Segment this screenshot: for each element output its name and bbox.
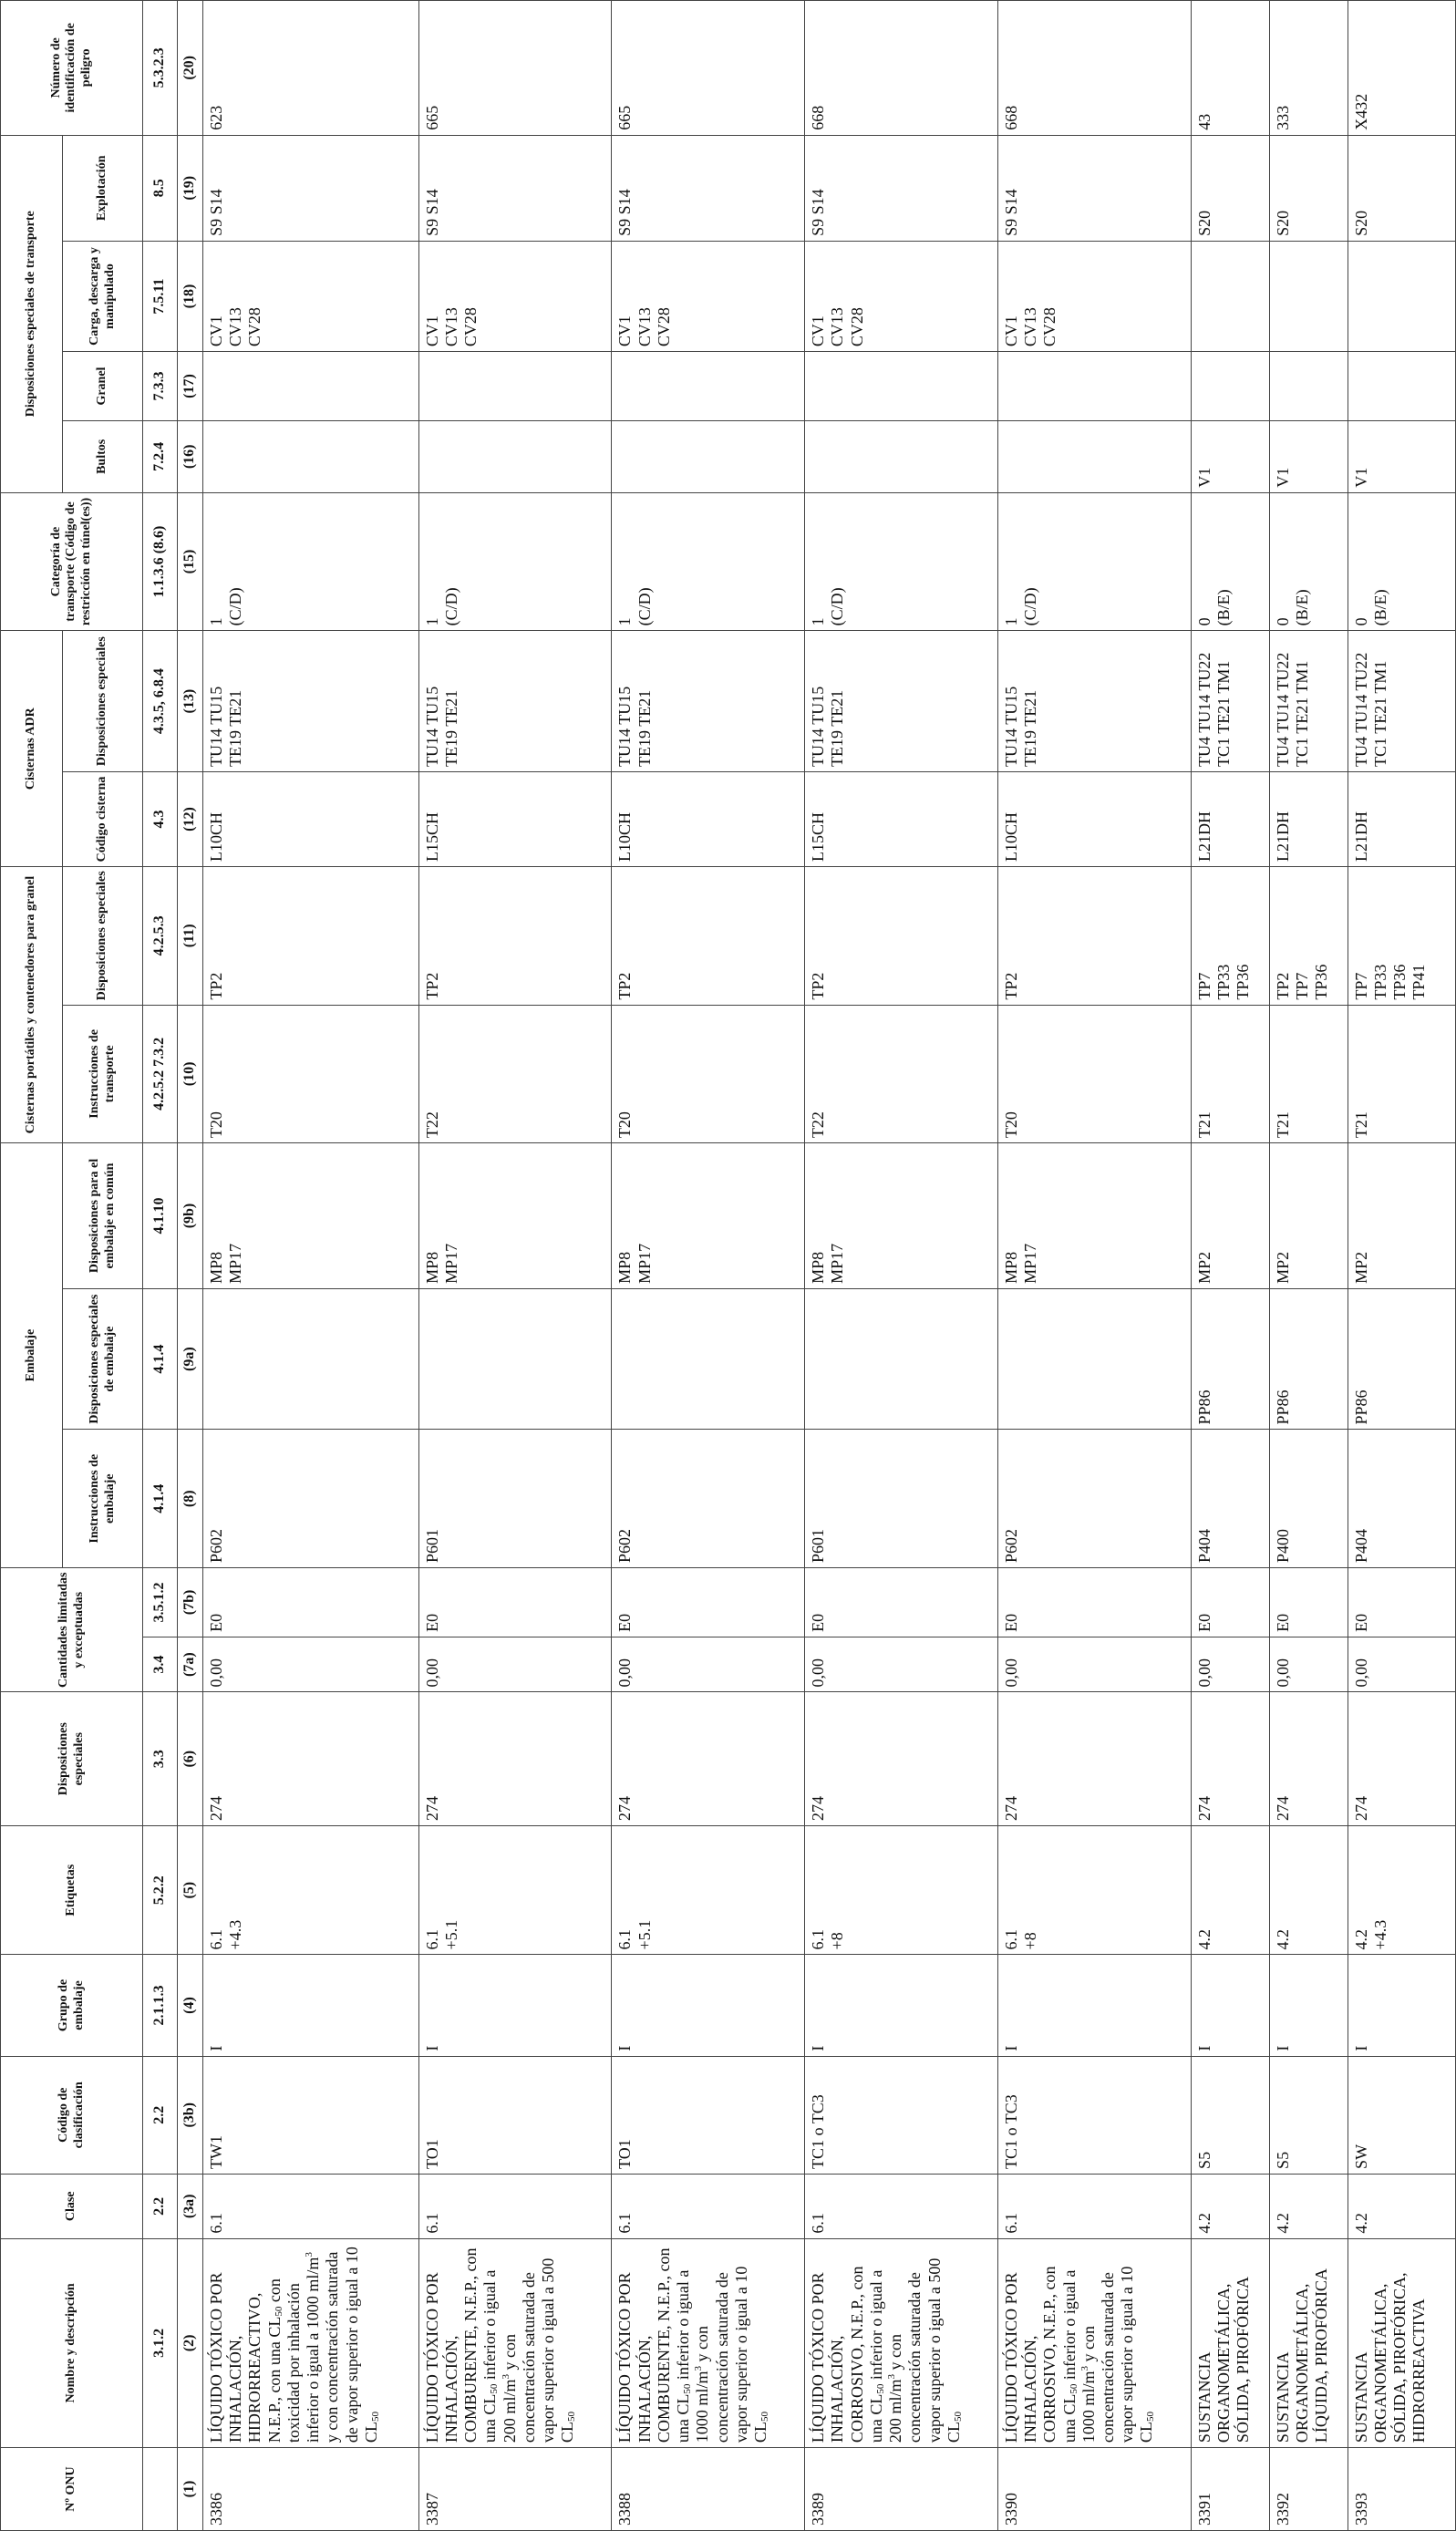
table-row: [418, 1, 612, 2531]
column-number-cell: (6): [178, 1692, 203, 1826]
cell-adrsp: TU14 TU15 TE19 TE21: [418, 631, 612, 772]
cell-pg: I: [418, 1955, 612, 2056]
cell-lq: 0,00: [1269, 1637, 1348, 1692]
cell-hin: 665: [612, 1, 805, 136]
header-mixed-packing: Disposiciones para el embalaje en común: [63, 1143, 143, 1289]
name-fragment: LÍQUIDO TÓXICO POR INHALACIÓN, COMBURENTE, N.E.P., con una CL: [422, 2247, 500, 2443]
cell-tc: L10CH: [997, 771, 1191, 866]
column-number-cell: (8): [178, 1430, 203, 1568]
cell-un: 3386: [202, 2448, 418, 2531]
cell-pkg: [418, 420, 612, 492]
cell-adrsp: TU14 TU15 TE19 TE21: [997, 631, 1191, 772]
table-row: [997, 1, 1191, 2531]
cell-cat: 0 (B/E): [1269, 492, 1348, 631]
cell-op: S20: [1348, 135, 1455, 241]
cell-sp: 274: [202, 1692, 418, 1826]
substance-name-cell: [997, 2238, 1191, 2447]
reference-cell: 4.3: [143, 771, 178, 866]
reference-cell: 3.4: [143, 1637, 178, 1692]
reference-cell: [143, 2448, 178, 2531]
cell-ti: T21: [1348, 1005, 1455, 1143]
cell-hin: X432: [1348, 1, 1455, 136]
cell-hin: 665: [418, 1, 612, 136]
cell-pkg: [997, 420, 1191, 492]
name-fragment: 50: [874, 2383, 886, 2394]
cell-load: CV1 CV13 CV28: [805, 241, 998, 351]
cell-tsp: TP2 TP7 TP36: [1269, 867, 1348, 1006]
cell-lq: 0,00: [805, 1637, 998, 1692]
column-number-cell: (9a): [178, 1288, 203, 1430]
header-loading: Carga, descarga y manipulado: [63, 241, 143, 351]
cell-bulk: [805, 352, 998, 421]
name-fragment: SUSTANCIA ORGANOMETÁLICA, SÓLIDA, PIROFÓRICA, HIDRORREACTIVA: [1351, 2272, 1429, 2443]
substance-name-cell: [1191, 2238, 1269, 2447]
name-fragment: LÍQUIDO TÓXICO POR INHALACIÓN, COMBURENTE, N.E.P., con una CL: [615, 2247, 693, 2443]
cell-spp: [997, 1288, 1191, 1430]
header-packing-group: Grupo de embalaje: [1, 1955, 143, 2056]
cell-pi: P602: [202, 1430, 418, 1568]
name-fragment: 50: [682, 2383, 694, 2394]
column-number-cell: (11): [178, 867, 203, 1006]
cell-pi: P404: [1348, 1430, 1455, 1568]
column-number-cell: (16): [178, 420, 203, 492]
cell-un: 3388: [612, 2448, 805, 2531]
substance-name-cell: [1269, 2238, 1348, 2447]
cell-spp: PP86: [1348, 1288, 1455, 1430]
cell-adrsp: TU4 TU14 TU22 TC1 TE21 TM1: [1348, 631, 1455, 772]
cell-code: TO1: [612, 2056, 805, 2174]
cell-ti: T21: [1269, 1005, 1348, 1143]
header-special-provisions: Disposiciones especiales: [1, 1692, 143, 1826]
table-body: [202, 1, 1455, 2531]
cell-tsp: TP7 TP33 TP36 TP41: [1348, 867, 1455, 1006]
cell-tc: L15CH: [418, 771, 612, 866]
cell-class: 6.1: [997, 2174, 1191, 2238]
cell-un: 3387: [418, 2448, 612, 2531]
reference-cell: 4.1.4: [143, 1288, 178, 1430]
cell-adrsp: TU14 TU15 TE19 TE21: [202, 631, 418, 772]
cell-op: S9 S14: [418, 135, 612, 241]
cell-class: 6.1: [418, 2174, 612, 2238]
cell-tc: L10CH: [202, 771, 418, 866]
name-fragment: 50: [1068, 2383, 1079, 2394]
cell-ti: T20: [997, 1005, 1191, 1143]
cell-pi: P602: [612, 1430, 805, 1568]
column-number-cell: (17): [178, 352, 203, 421]
cell-lq: 0,00: [1191, 1637, 1269, 1692]
cell-bulk: [997, 352, 1191, 421]
name-fragment: y con concentración saturada de vapor superior o igual a 10 CL: [693, 2266, 770, 2443]
reference-cell: 7.5.11: [143, 241, 178, 351]
name-fragment: 50: [273, 2306, 284, 2317]
column-number-cell: (3b): [178, 2056, 203, 2174]
cell-op: S20: [1191, 135, 1269, 241]
name-fragment: 3: [500, 2374, 511, 2380]
name-fragment: 50: [1145, 2412, 1157, 2423]
cell-ti: T20: [612, 1005, 805, 1143]
name-fragment: y con concentración saturada de vapor superior o igual a 10 CL: [323, 2247, 380, 2443]
cell-labels: 6.1 +4.3: [202, 1825, 418, 1954]
cell-cat: 1 (C/D): [418, 492, 612, 631]
cell-op: S9 S14: [612, 135, 805, 241]
cell-tsp: TP2: [202, 867, 418, 1006]
header-adr-tanks: Cisternas ADR: [1, 631, 63, 867]
name-fragment: LÍQUIDO TÓXICO POR INHALACIÓN, CORROSIVO, N.E.P., con una CL: [1001, 2266, 1079, 2443]
cell-code: SW: [1348, 2056, 1455, 2174]
cell-pi: P601: [418, 1430, 612, 1568]
cell-ti: T21: [1191, 1005, 1269, 1143]
name-fragment: 50: [759, 2412, 771, 2423]
column-number-cell: (12): [178, 771, 203, 866]
cell-spp: [418, 1288, 612, 1430]
column-number-cell: (20): [178, 1, 203, 136]
cell-ti: T22: [805, 1005, 998, 1143]
cell-spp: [805, 1288, 998, 1430]
reference-cell: 3.1.2: [143, 2238, 178, 2447]
column-number-cell: (19): [178, 135, 203, 241]
cell-spp: [612, 1288, 805, 1430]
cell-class: 4.2: [1269, 2174, 1348, 2238]
header-operation: Explotación: [63, 135, 143, 241]
header-transport-category: Categoría de transporte (Código de restricción en túnel(es)): [1, 492, 143, 631]
cell-lq: 0,00: [1348, 1637, 1455, 1692]
header-labels: Etiquetas: [1, 1825, 143, 1954]
reference-cell: 2.1.1.3: [143, 1955, 178, 2056]
cell-eq: E0: [805, 1568, 998, 1637]
cell-spp: PP86: [1269, 1288, 1348, 1430]
cell-mp: MP2: [1191, 1143, 1269, 1289]
reference-cell: 3.3: [143, 1692, 178, 1826]
column-number-row: [178, 1, 203, 2531]
cell-load: [1191, 241, 1269, 351]
cell-spp: PP86: [1191, 1288, 1269, 1430]
header-bulk: Granel: [63, 352, 143, 421]
cell-tc: L21DH: [1191, 771, 1269, 866]
name-fragment: inferior o igual a 200 ml/m: [480, 2269, 519, 2443]
header-packing-instructions: Instrucciones de embalaje: [63, 1430, 143, 1568]
cell-labels: 4.2: [1191, 1825, 1269, 1954]
header-hazard-id: Número de identificación de peligro: [1, 1, 143, 136]
name-fragment: 50: [952, 2412, 964, 2423]
header-class: Clase: [1, 2174, 143, 2238]
cell-eq: E0: [997, 1568, 1191, 1637]
cell-adrsp: TU4 TU14 TU22 TC1 TE21 TM1: [1191, 631, 1269, 772]
reference-cell: 5.2.2: [143, 1825, 178, 1954]
reference-cell: 4.2.5.3: [143, 867, 178, 1006]
header-portable-tanks: Cisternas portátiles y contenedores para granel: [1, 867, 63, 1143]
cell-code: TO1: [418, 2056, 612, 2174]
column-number-cell: (2): [178, 2238, 203, 2447]
cell-un: 3389: [805, 2448, 998, 2531]
cell-adrsp: TU4 TU14 TU22 TC1 TE21 TM1: [1269, 631, 1348, 772]
cell-hin: 623: [202, 1, 418, 136]
cell-pi: P602: [997, 1430, 1191, 1568]
name-fragment: 3: [1079, 2366, 1090, 2371]
cell-tc: L10CH: [612, 771, 805, 866]
column-number-cell: (18): [178, 241, 203, 351]
cell-pi: P404: [1191, 1430, 1269, 1568]
header-tank-instructions: Instrucciones de transporte: [63, 1005, 143, 1143]
cell-hin: 668: [997, 1, 1191, 136]
cell-op: S9 S14: [805, 135, 998, 241]
cell-sp: 274: [418, 1692, 612, 1826]
cell-un: 3390: [997, 2448, 1191, 2531]
name-fragment: 3: [304, 2252, 315, 2257]
cell-adrsp: TU14 TU15 TE19 TE21: [805, 631, 998, 772]
substance-name-cell: [202, 2238, 418, 2447]
cell-pg: I: [202, 1955, 418, 2056]
cell-pi: P601: [805, 1430, 998, 1568]
substance-name-cell: [1348, 2238, 1455, 2447]
cell-eq: E0: [1191, 1568, 1269, 1637]
cell-lq: 0,00: [418, 1637, 612, 1692]
cell-load: CV1 CV13 CV28: [202, 241, 418, 351]
cell-hin: 43: [1191, 1, 1269, 136]
cell-labels: 6.1 +5.1: [612, 1825, 805, 1954]
cell-mp: MP2: [1269, 1143, 1348, 1289]
name-fragment: inferior o igual a 1000 ml/m: [1059, 2269, 1098, 2443]
reference-cell: 2.2: [143, 2056, 178, 2174]
header-packages: Bultos: [63, 420, 143, 492]
cell-mp: MP8 MP17: [418, 1143, 612, 1289]
cell-mp: MP8 MP17: [997, 1143, 1191, 1289]
cell-class: 6.1: [612, 2174, 805, 2238]
name-fragment: LÍQUIDO TÓXICO POR INHALACIÓN, HIDRORREACTIVO, N.E.P., con una CL: [206, 2272, 284, 2443]
cell-pkg: V1: [1191, 420, 1269, 492]
cell-cat: 1 (C/D): [202, 492, 418, 631]
cell-tsp: TP2: [805, 867, 998, 1006]
cell-cat: 1 (C/D): [997, 492, 1191, 631]
cell-op: S9 S14: [997, 135, 1191, 241]
cell-op: S9 S14: [202, 135, 418, 241]
header-special-transport: Disposiciones especiales de transporte: [1, 135, 63, 492]
reference-cell: 3.5.1.2: [143, 1568, 178, 1637]
cell-op: S20: [1269, 135, 1348, 241]
cell-sp: 274: [805, 1692, 998, 1826]
cell-eq: E0: [612, 1568, 805, 1637]
substance-name-cell: [418, 2238, 612, 2447]
substance-name-cell: [612, 2238, 805, 2447]
cell-class: 6.1: [202, 2174, 418, 2238]
cell-adrsp: TU14 TU15 TE19 TE21: [612, 631, 805, 772]
cell-spp: [202, 1288, 418, 1430]
cell-labels: 6.1 +8: [997, 1825, 1191, 1954]
cell-sp: 274: [1348, 1692, 1455, 1826]
name-fragment: 3: [886, 2374, 898, 2380]
name-fragment: inferior o igual a 200 ml/m: [866, 2269, 905, 2443]
cell-pkg: [805, 420, 998, 492]
cell-load: CV1 CV13 CV28: [418, 241, 612, 351]
cell-tsp: TP7 TP33 TP36: [1191, 867, 1269, 1006]
column-number-cell: (9b): [178, 1143, 203, 1289]
table-row: [1269, 1, 1348, 2531]
cell-cat: 1 (C/D): [805, 492, 998, 631]
cell-bulk: [1191, 352, 1269, 421]
cell-code: TC1 o TC3: [805, 2056, 998, 2174]
name-fragment: y con concentración saturada de vapor superior o igual a 500 CL: [886, 2257, 963, 2443]
table-row: [612, 1, 805, 2531]
header-limited-quantities: Cantidades limitadas y exceptuadas: [1, 1568, 143, 1692]
column-number-cell: (5): [178, 1825, 203, 1954]
cell-cat: 0 (B/E): [1348, 492, 1455, 631]
table-row: [1348, 1, 1455, 2531]
reference-cell: 4.1.10: [143, 1143, 178, 1289]
name-fragment: 50: [369, 2412, 381, 2423]
reference-cell: 4.3.5, 6.8.4: [143, 631, 178, 772]
cell-pkg: [612, 420, 805, 492]
cell-mp: MP8 MP17: [612, 1143, 805, 1289]
name-fragment: y con concentración saturada de vapor superior o igual a 10 CL: [1079, 2266, 1156, 2443]
cell-mp: MP2: [1348, 1143, 1455, 1289]
cell-load: CV1 CV13 CV28: [997, 241, 1191, 351]
cell-code: S5: [1191, 2056, 1269, 2174]
reference-cell: 1.1.3.6 (8.6): [143, 492, 178, 631]
column-number-cell: (13): [178, 631, 203, 772]
cell-bulk: [418, 352, 612, 421]
header-adr-tank-special: Disposiciones especiales: [63, 631, 143, 772]
name-fragment: 50: [489, 2383, 501, 2394]
cell-tc: L15CH: [805, 771, 998, 866]
cell-pkg: [202, 420, 418, 492]
cell-tc: L21DH: [1269, 771, 1348, 866]
cell-pkg: V1: [1348, 420, 1455, 492]
cell-ti: T20: [202, 1005, 418, 1143]
cell-labels: 4.2: [1269, 1825, 1348, 1954]
cell-code: S5: [1269, 2056, 1348, 2174]
cell-tsp: TP2: [418, 867, 612, 1006]
cell-mp: MP8 MP17: [805, 1143, 998, 1289]
cell-hin: 333: [1269, 1, 1348, 136]
cell-tsp: TP2: [997, 867, 1191, 1006]
cell-labels: 6.1 +8: [805, 1825, 998, 1954]
column-number-cell: (7b): [178, 1568, 203, 1637]
cell-pg: I: [1269, 1955, 1348, 2056]
column-number-cell: (10): [178, 1005, 203, 1143]
reference-cell: 7.3.3: [143, 352, 178, 421]
cell-ti: T22: [418, 1005, 612, 1143]
cell-eq: E0: [418, 1568, 612, 1637]
cell-pkg: V1: [1269, 420, 1348, 492]
cell-un: 3393: [1348, 2448, 1455, 2531]
cell-pg: I: [1191, 1955, 1269, 2056]
cell-pg: I: [997, 1955, 1191, 2056]
cell-class: 4.2: [1348, 2174, 1455, 2238]
substance-name-cell: [805, 2238, 998, 2447]
name-fragment: y con concentración saturada de vapor superior o igual a 500 CL: [500, 2257, 577, 2443]
header-row-groups: [1, 1, 63, 2531]
name-fragment: inferior o igual a 1000 ml/m: [674, 2269, 712, 2443]
cell-load: CV1 CV13 CV28: [612, 241, 805, 351]
cell-bulk: [612, 352, 805, 421]
reference-row: [143, 1, 178, 2531]
cell-cat: 1 (C/D): [612, 492, 805, 631]
cell-lq: 0,00: [202, 1637, 418, 1692]
cell-eq: E0: [1269, 1568, 1348, 1637]
reference-cell: 8.5: [143, 135, 178, 241]
cell-load: [1269, 241, 1348, 351]
cell-pg: I: [805, 1955, 998, 2056]
name-fragment: con toxicidad por inhalación inferior o igual a 1000 ml/m: [264, 2257, 323, 2443]
reference-cell: 7.2.4: [143, 420, 178, 492]
column-number-cell: (1): [178, 2448, 203, 2531]
table-row: [1191, 1, 1269, 2531]
header-special-packing: Disposiciones especiales de embalaje: [63, 1288, 143, 1430]
name-fragment: SUSTANCIA ORGANOMETÁLICA, SÓLIDA, PIROFÓRICA: [1194, 2277, 1252, 2443]
header-name: Nombre y descripción: [1, 2238, 143, 2447]
name-fragment: 50: [566, 2412, 578, 2423]
cell-sp: 274: [1191, 1692, 1269, 1826]
cell-class: 4.2: [1191, 2174, 1269, 2238]
cell-tc: L21DH: [1348, 771, 1455, 866]
column-number-cell: (15): [178, 492, 203, 631]
header-un-no: Nº ONU: [1, 2448, 143, 2531]
cell-hin: 668: [805, 1, 998, 136]
cell-lq: 0,00: [997, 1637, 1191, 1692]
cell-sp: 274: [997, 1692, 1191, 1826]
reference-cell: 4.2.5.2 7.3.2: [143, 1005, 178, 1143]
name-fragment: 3: [693, 2366, 705, 2371]
cell-eq: E0: [1348, 1568, 1455, 1637]
cell-un: 3392: [1269, 2448, 1348, 2531]
column-number-cell: (3a): [178, 2174, 203, 2238]
cell-pg: I: [612, 1955, 805, 2056]
cell-code: TC1 o TC3: [997, 2056, 1191, 2174]
header-tank-code: Código cisterna: [63, 771, 143, 866]
header-packaging: Embalaje: [1, 1143, 63, 1568]
cell-bulk: [1348, 352, 1455, 421]
cell-eq: E0: [202, 1568, 418, 1637]
reference-cell: 4.1.4: [143, 1430, 178, 1568]
cell-pg: I: [1348, 1955, 1455, 2056]
table-row: [805, 1, 998, 2531]
column-number-cell: (7a): [178, 1637, 203, 1692]
header-tank-special: Disposiciones especiales: [63, 867, 143, 1006]
cell-labels: 4.2 +4.3: [1348, 1825, 1455, 1954]
reference-cell: 2.2: [143, 2174, 178, 2238]
cell-cat: 0 (B/E): [1191, 492, 1269, 631]
cell-class: 6.1: [805, 2174, 998, 2238]
cell-mp: MP8 MP17: [202, 1143, 418, 1289]
cell-sp: 274: [612, 1692, 805, 1826]
cell-bulk: [1269, 352, 1348, 421]
cell-bulk: [202, 352, 418, 421]
reference-cell: 5.3.2.3: [143, 1, 178, 136]
cell-sp: 274: [1269, 1692, 1348, 1826]
header-class-code: Código de clasificación: [1, 2056, 143, 2174]
column-number-cell: (4): [178, 1955, 203, 2056]
name-fragment: SUSTANCIA ORGANOMETÁLICA, LÍQUIDA, PIROFÓRICA: [1273, 2268, 1331, 2443]
cell-tsp: TP2: [612, 867, 805, 1006]
name-fragment: LÍQUIDO TÓXICO POR INHALACIÓN, CORROSIVO, N.E.P., con una CL: [809, 2266, 885, 2443]
cell-code: TW1: [202, 2056, 418, 2174]
cell-un: 3391: [1191, 2448, 1269, 2531]
cell-lq: 0,00: [612, 1637, 805, 1692]
cell-pi: P400: [1269, 1430, 1348, 1568]
table-row: [202, 1, 418, 2531]
cell-labels: 6.1 +5.1: [418, 1825, 612, 1954]
cell-load: [1348, 241, 1455, 351]
